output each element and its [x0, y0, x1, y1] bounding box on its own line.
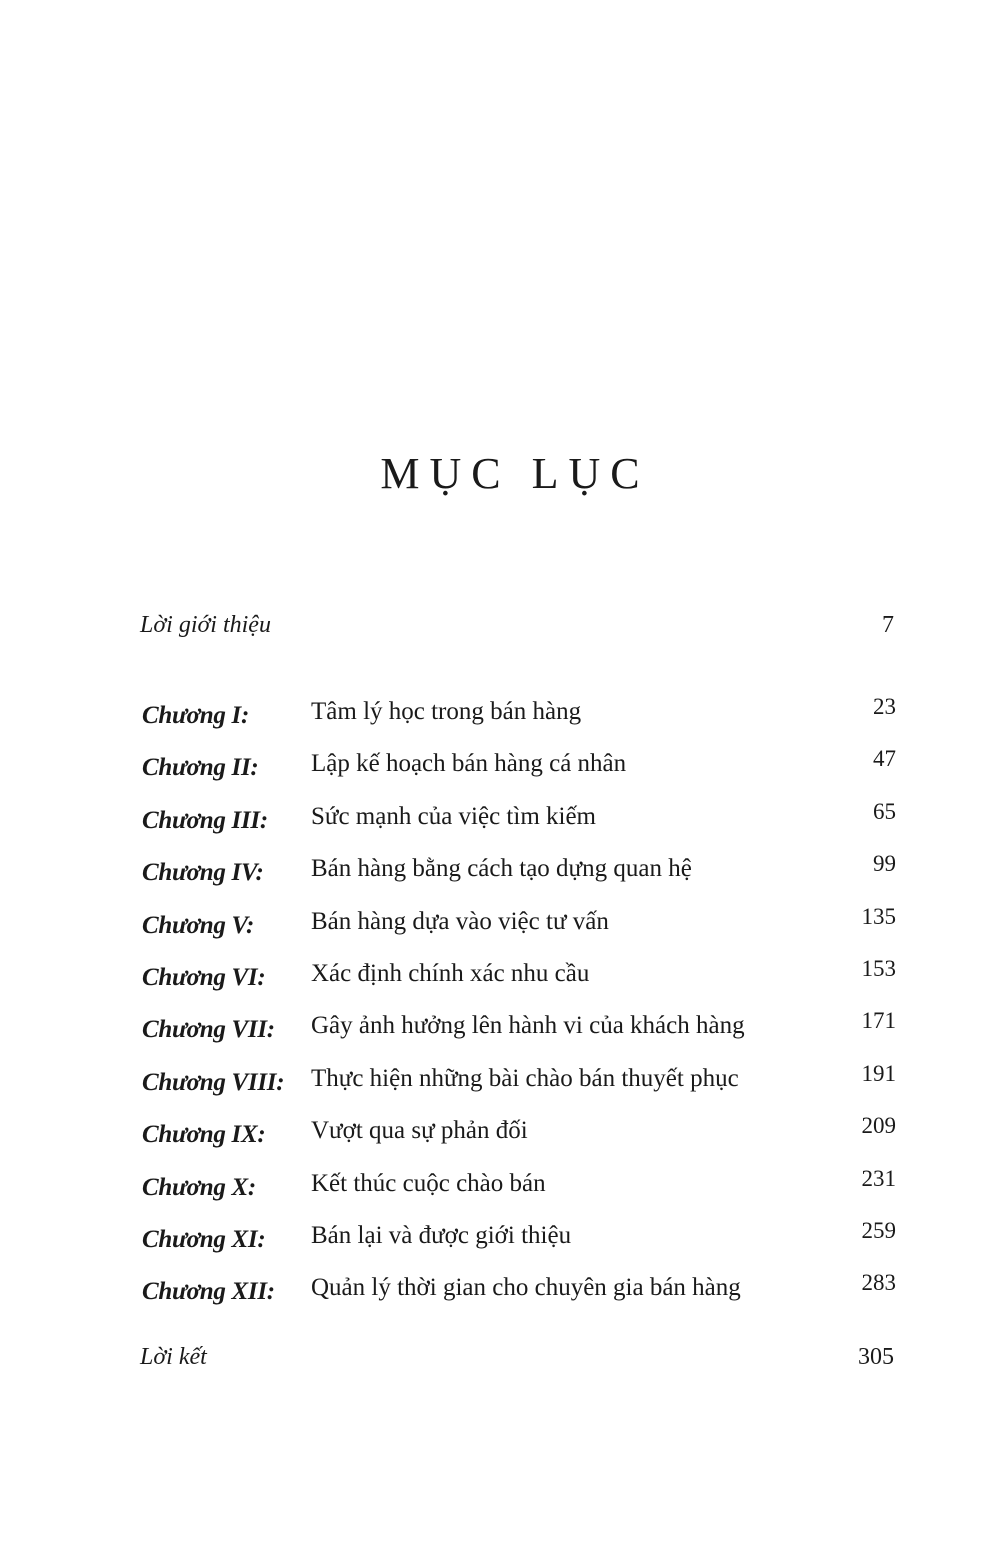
- chapter-page-number: 153: [861, 955, 896, 981]
- chapter-label: Chương III:: [142, 806, 268, 834]
- chapter-label: Chương IV:: [142, 859, 264, 887]
- chapter-label: Chương II:: [142, 754, 259, 782]
- chapter-page-number: 283: [861, 1270, 896, 1296]
- chapter-label: Chương VII:: [142, 1016, 275, 1044]
- chapter-row: [140, 799, 900, 851]
- chapter-page-number: 209: [861, 1113, 896, 1139]
- chapter-row: [140, 904, 900, 956]
- chapter-title: Gây ảnh hưởng lên hành vi của khách hàng: [311, 1012, 745, 1040]
- chapter-row: [140, 1113, 900, 1165]
- chapter-page-number: 231: [861, 1165, 896, 1191]
- chapter-label: Chương XI:: [142, 1225, 266, 1253]
- chapter-title: Bán hàng bằng cách tạo dựng quan hệ: [311, 855, 692, 883]
- chapter-row: [140, 1270, 900, 1322]
- chapter-page-number: 23: [873, 694, 896, 719]
- chapter-title: Quản lý thời gian cho chuyên gia bán hàng: [311, 1274, 741, 1302]
- chapter-page-number: 191: [861, 1060, 896, 1086]
- chapter-list: [140, 694, 900, 1323]
- chapter-page-number: 47: [873, 746, 896, 772]
- chapter-label: Chương I:: [142, 702, 249, 729]
- chapter-title: Thực hiện những bài chào bán thuyết phục: [311, 1064, 739, 1092]
- toc-entry-introduction: [140, 612, 900, 652]
- chapter-title: Bán hàng dựa vào việc tư vấn: [311, 907, 609, 935]
- chapter-title: Bán lại và được giới thiệu: [311, 1221, 572, 1249]
- chapter-row: [140, 694, 900, 746]
- chapter-label: Chương VIII:: [142, 1068, 285, 1096]
- chapter-label: Chương XII:: [142, 1278, 275, 1306]
- page-title: MỤC LỤC: [380, 449, 650, 498]
- chapter-row: [140, 1218, 900, 1270]
- entry-page-number: 305: [858, 1344, 894, 1370]
- chapter-page-number: 99: [873, 851, 896, 877]
- chapter-title: Tâm lý học trong bán hàng: [311, 698, 582, 725]
- toc-entry-epilogue: [140, 1344, 900, 1384]
- chapter-row: [140, 746, 900, 798]
- chapter-row: [140, 956, 900, 1008]
- chapter-title: Lập kế hoạch bán hàng cá nhân: [311, 750, 627, 778]
- chapter-page-number: 135: [861, 903, 896, 929]
- chapter-label: Chương IX:: [142, 1121, 266, 1149]
- chapter-page-number: 259: [861, 1217, 896, 1243]
- chapter-row: [140, 1061, 900, 1113]
- chapter-label: Chương VI:: [142, 963, 266, 991]
- chapter-label: Chương X:: [142, 1173, 256, 1201]
- entry-label: Lời kết: [140, 1344, 207, 1370]
- entry-page-number: 7: [882, 612, 894, 638]
- entry-label: Lời giới thiệu: [140, 612, 271, 638]
- chapter-page-number: 171: [861, 1008, 896, 1034]
- chapter-row: [140, 1008, 900, 1060]
- chapter-title: Kết thúc cuộc chào bán: [311, 1169, 546, 1197]
- chapter-page-number: 65: [873, 798, 896, 824]
- chapter-row: [140, 851, 900, 903]
- chapter-title: Xác định chính xác nhu cầu: [311, 959, 590, 987]
- chapter-label: Chương V:: [142, 911, 255, 939]
- chapter-row: [140, 1166, 900, 1218]
- chapter-title: Vượt qua sự phản đối: [311, 1117, 528, 1145]
- chapter-title: Sức mạnh của việc tìm kiếm: [311, 802, 596, 830]
